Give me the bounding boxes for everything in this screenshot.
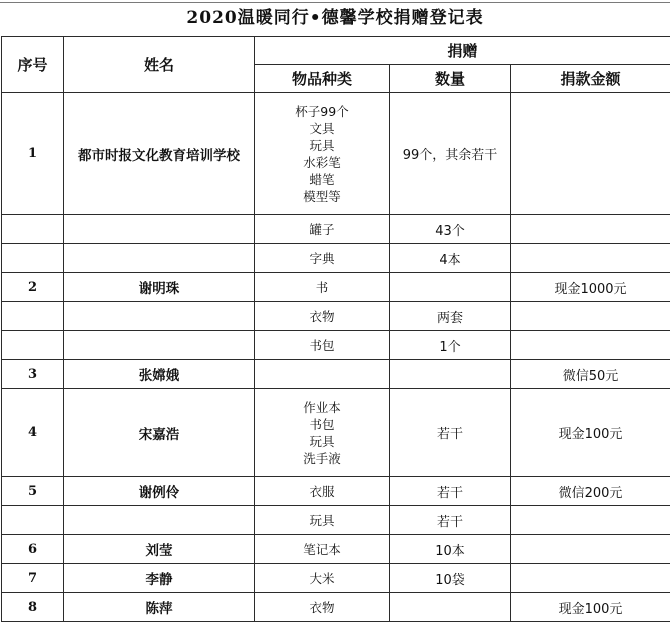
quantity-cell: 若干 [390, 477, 511, 506]
donor-name-cell [64, 331, 255, 360]
amount-cell [511, 302, 670, 331]
header-seq: 序号 [2, 37, 64, 93]
amount-cell [511, 93, 670, 215]
amount-cell: 现金100元 [511, 593, 670, 622]
seq-cell: 7 [2, 564, 64, 593]
item-line: 蜡笔 [309, 171, 335, 187]
item-line: 文具 [309, 120, 335, 136]
quantity-cell: 43个 [390, 215, 511, 244]
item-line: 书包 [309, 337, 335, 353]
table-row [2, 506, 670, 535]
seq-cell: 8 [2, 593, 64, 622]
item-line: 杯子99个 [295, 103, 349, 119]
quantity-cell: 10本 [390, 535, 511, 564]
item-line: 作业本 [303, 399, 341, 415]
donor-name-cell: 陈萍 [64, 593, 255, 622]
seq-cell: 1 [2, 93, 64, 215]
table-row [2, 331, 670, 360]
amount-cell [511, 215, 670, 244]
item-line: 水彩笔 [303, 154, 341, 170]
donor-name-cell [64, 506, 255, 535]
item-line: 模型等 [303, 188, 341, 204]
quantity-cell: 两套 [390, 302, 511, 331]
item-type-cell [255, 331, 390, 360]
quantity-cell [390, 273, 511, 302]
header-amount: 捐款金额 [511, 65, 670, 93]
donor-name-cell [64, 302, 255, 331]
quantity-cell: 1个 [390, 331, 511, 360]
table-row [2, 389, 670, 477]
table-row [2, 360, 670, 389]
table-row [2, 215, 670, 244]
item-line: 大米 [309, 570, 335, 586]
seq-cell: 5 [2, 477, 64, 506]
donor-name-cell: 谢明珠 [64, 273, 255, 302]
item-line: 衣物 [309, 308, 335, 324]
donor-name-cell: 张嫦娥 [64, 360, 255, 389]
seq-cell: 4 [2, 389, 64, 477]
item-line: 字典 [309, 250, 335, 266]
amount-cell: 现金100元 [511, 389, 670, 477]
amount-cell: 微信200元 [511, 477, 670, 506]
donor-name-cell [64, 244, 255, 273]
header-quantity: 数量 [390, 65, 511, 93]
item-type-cell [255, 302, 390, 331]
amount-cell [511, 564, 670, 593]
amount-cell: 微信50元 [511, 360, 670, 389]
donor-name-cell: 刘莹 [64, 535, 255, 564]
quantity-cell: 99个，其余若干 [390, 93, 511, 215]
item-type-cell [255, 506, 390, 535]
donor-name-cell: 李静 [64, 564, 255, 593]
table-row [2, 593, 670, 622]
item-line: 笔记本 [303, 541, 341, 557]
quantity-cell [390, 360, 511, 389]
table-row [2, 564, 670, 593]
donor-name-cell [64, 215, 255, 244]
page-title: 2020温暖同行•德馨学校捐赠登记表 [186, 8, 484, 28]
quantity-cell: 若干 [390, 506, 511, 535]
quantity-cell: 若干 [390, 389, 511, 477]
seq-cell [2, 244, 64, 273]
table-row [2, 273, 670, 302]
amount-cell [511, 331, 670, 360]
donor-name-cell: 宋嘉浩 [64, 389, 255, 477]
table-body [2, 93, 670, 622]
table-row [2, 302, 670, 331]
table-row [2, 477, 670, 506]
seq-cell [2, 215, 64, 244]
item-type-cell [255, 244, 390, 273]
item-type-cell [255, 273, 390, 302]
item-type-cell [255, 593, 390, 622]
item-type-cell [255, 564, 390, 593]
amount-cell [511, 506, 670, 535]
item-type-cell [255, 389, 390, 477]
item-type-cell [255, 360, 390, 389]
seq-cell: 3 [2, 360, 64, 389]
donor-name-cell: 都市时报文化教育培训学校 [64, 93, 255, 215]
donation-table [1, 36, 670, 622]
item-line: 罐子 [309, 221, 335, 237]
table-row [2, 535, 670, 564]
seq-cell [2, 302, 64, 331]
seq-cell [2, 506, 64, 535]
seq-cell: 2 [2, 273, 64, 302]
item-type-cell [255, 535, 390, 564]
item-line: 玩具 [309, 512, 335, 528]
table-row [2, 93, 670, 215]
quantity-cell: 4本 [390, 244, 511, 273]
quantity-cell: 10袋 [390, 564, 511, 593]
seq-cell [2, 331, 64, 360]
item-line: 衣物 [309, 599, 335, 615]
amount-cell [511, 244, 670, 273]
header-donation: 捐赠 [255, 37, 670, 65]
amount-cell: 现金1000元 [511, 273, 670, 302]
donor-name-cell: 谢例伶 [64, 477, 255, 506]
item-type-cell [255, 215, 390, 244]
item-type-cell [255, 93, 390, 215]
item-line: 玩具 [309, 433, 335, 449]
quantity-cell [390, 593, 511, 622]
item-type-cell [255, 477, 390, 506]
item-line: 洗手液 [303, 450, 341, 466]
header-item-type: 物品种类 [255, 65, 390, 93]
table-row [2, 244, 670, 273]
header-name: 姓名 [64, 37, 255, 93]
item-line: 书 [315, 279, 329, 295]
item-line: 书包 [309, 416, 335, 432]
amount-cell [511, 535, 670, 564]
seq-cell: 6 [2, 535, 64, 564]
item-line: 衣服 [309, 483, 335, 499]
item-line: 玩具 [309, 137, 335, 153]
